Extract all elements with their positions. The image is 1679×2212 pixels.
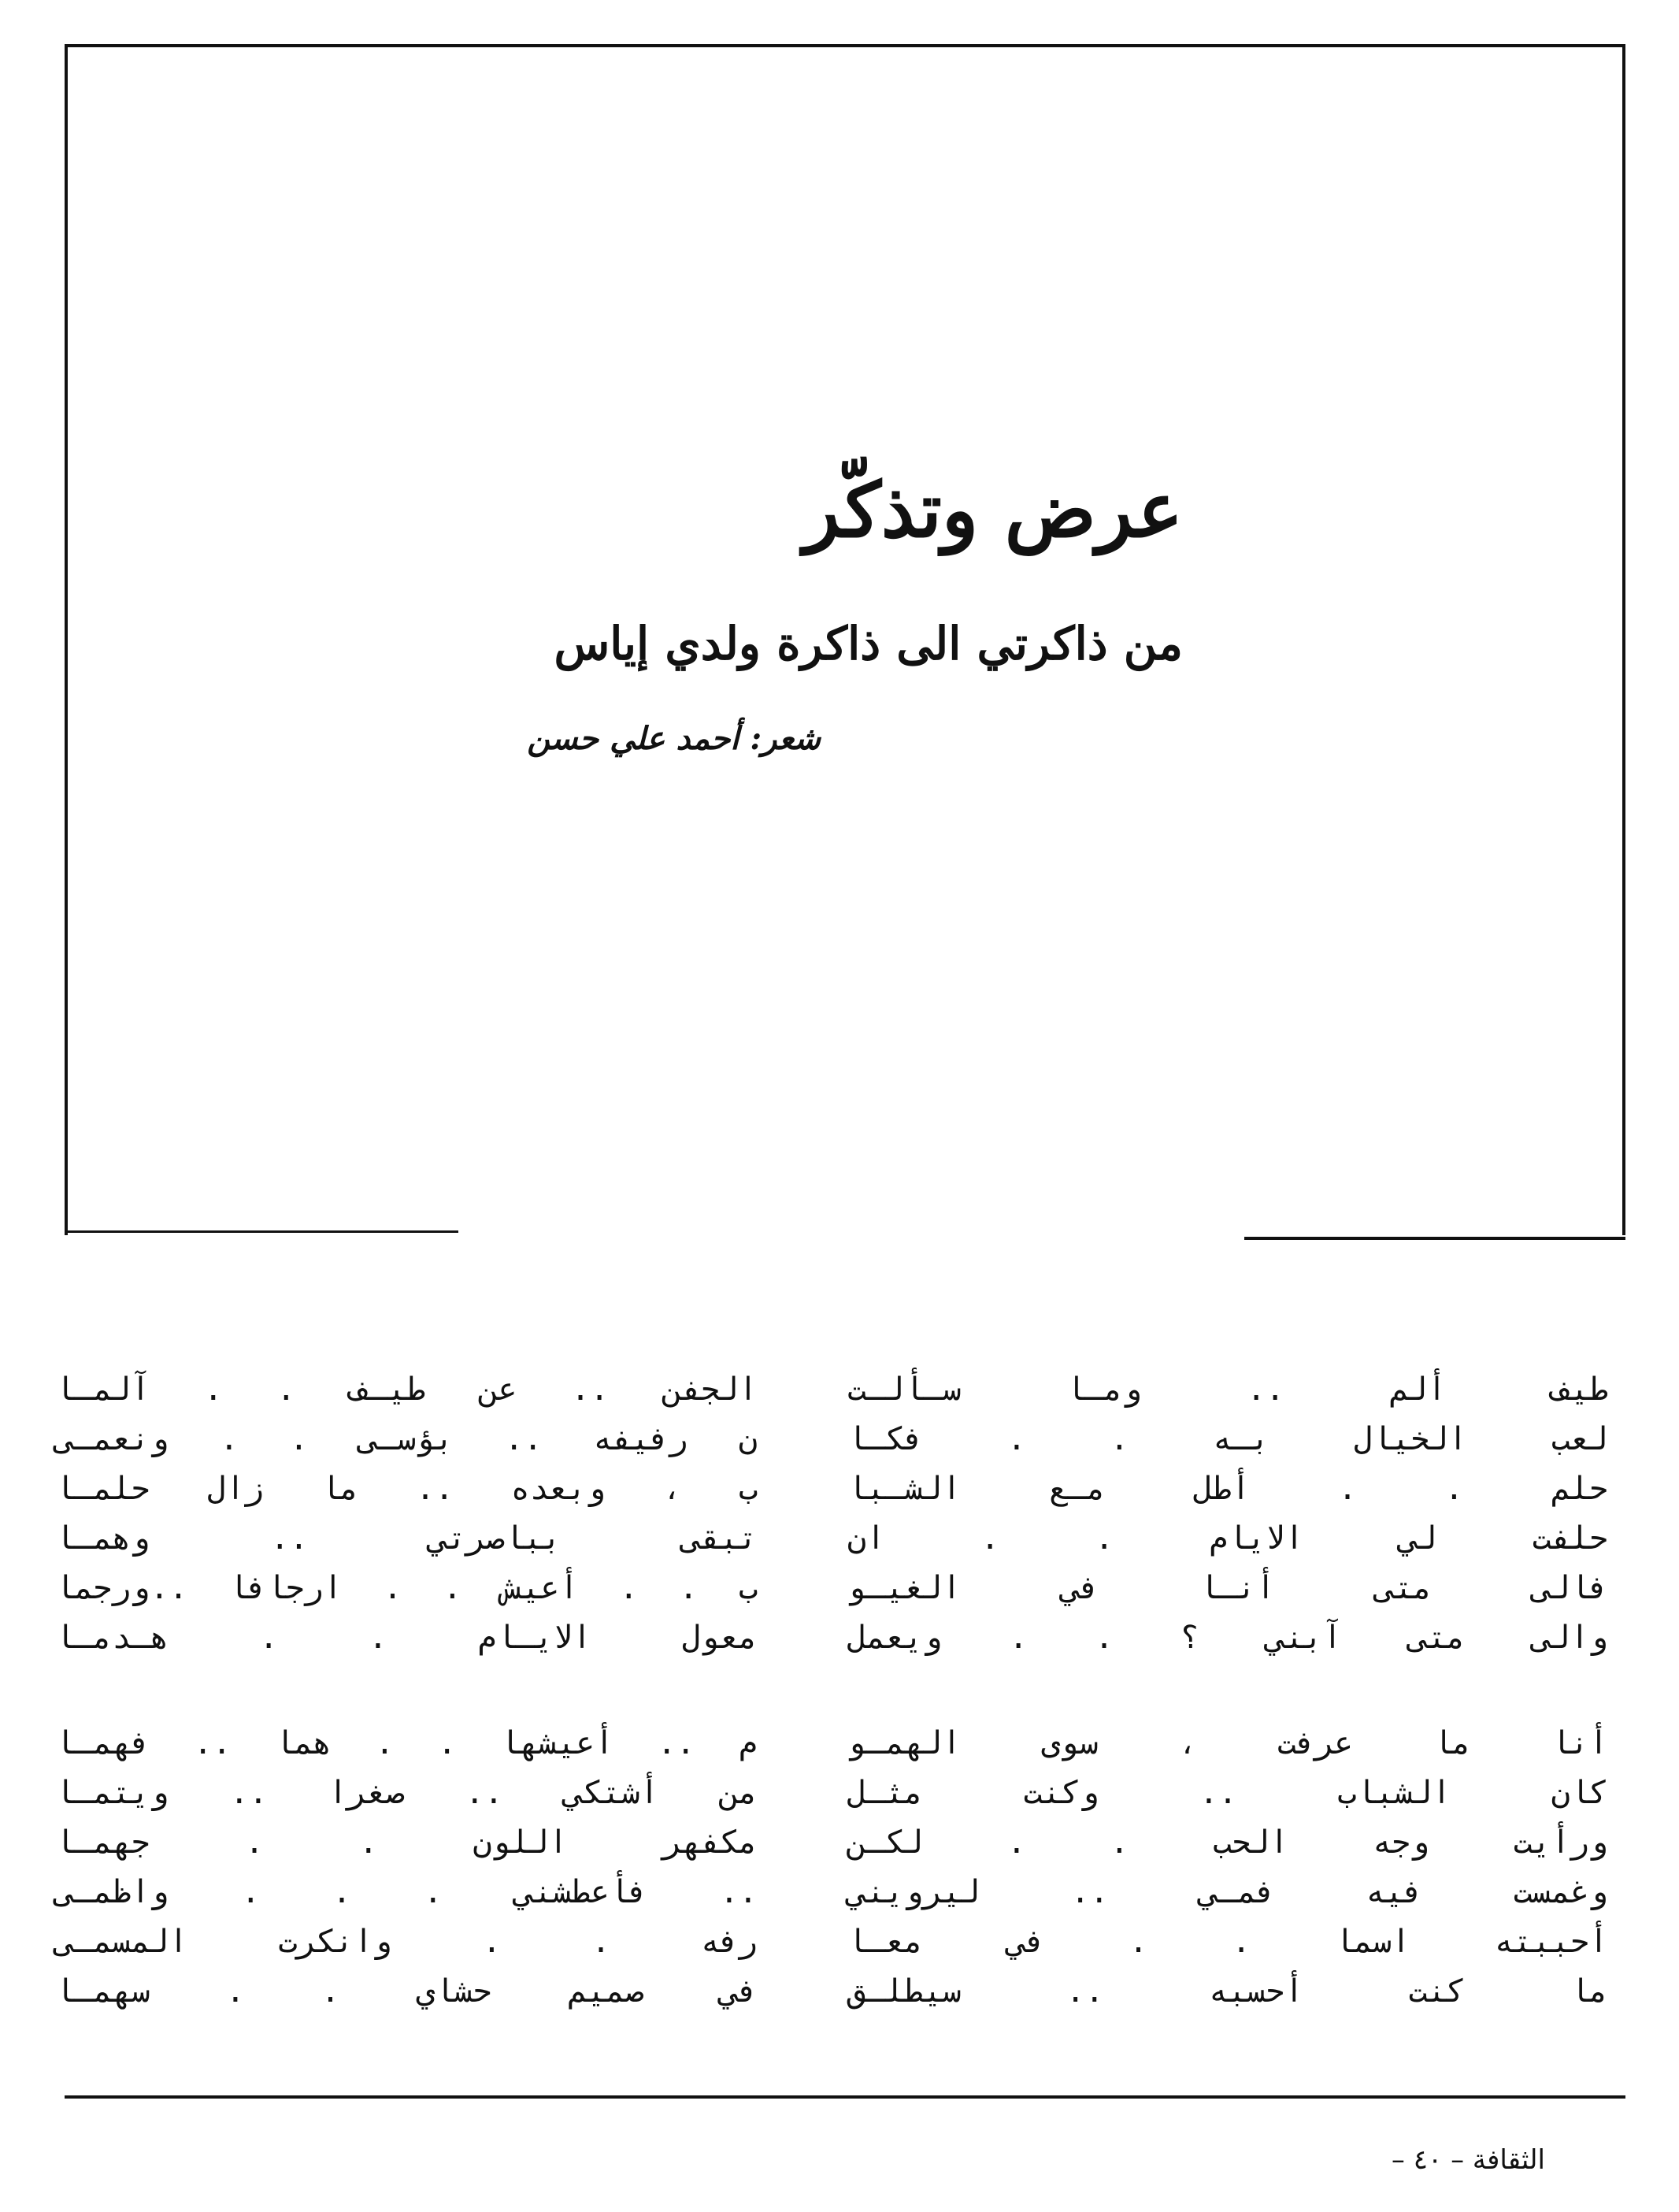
verse-line: ب ، وبعده .. ما زال حلمـا: [55, 1471, 758, 1507]
verse-line: في صميم حشاي . . سهمـا: [55, 1973, 758, 2010]
verse-line: والى متى آبني ؟ . . ويعمل: [847, 1620, 1608, 1656]
verse-line: وغمست فيه فمـي .. ليرويني: [847, 1874, 1608, 1910]
verse-line: الجفن .. عن طيـف . . آلمـا: [55, 1371, 758, 1408]
verse-line: م .. أعيشها . . هما .. فهمـا: [55, 1725, 758, 1761]
verse-line: معول الايـام . . هـدمـا: [55, 1620, 758, 1656]
poem-author: شعر: أحمد علي حسن: [527, 720, 821, 757]
verse-line: .. فأعطشني . . . واظمـى: [55, 1874, 758, 1910]
frame-bottom-rule-left: [65, 1230, 458, 1233]
stanza-1-right-column: [847, 1365, 1608, 1663]
stanza-2-right-column: [847, 1719, 1608, 2017]
verse-line: طيف ألم .. ومـا سـألـت: [847, 1371, 1608, 1408]
poem-subtitle: من ذاكرتي الى ذاكرة ولدي إياس: [554, 617, 1183, 670]
page-footer: الثقافة – ٤٠ –: [1391, 2144, 1545, 2176]
verse-line: أنا ما عرفت ، سوى الهمـو: [847, 1725, 1608, 1761]
verse-line: ن رفيفه .. بؤسـى . . ونعمـى: [55, 1421, 758, 1457]
verse-line: حلفت لي الايام . . ان: [847, 1520, 1608, 1557]
stanza-1-left-column: [55, 1365, 758, 1663]
verse-line: فالى متى أنـا في الغيـو: [847, 1570, 1608, 1606]
frame-bottom-rule-right: [1244, 1237, 1625, 1240]
verse-line: ما كنت أحسبه .. سيطلـق: [847, 1973, 1608, 2010]
verse-line: مكفهر اللون . . جهمـا: [55, 1824, 758, 1861]
verse-line: ب . . أعيش . . ارجافا ..ورجما: [55, 1570, 758, 1606]
verse-line: تبقى بباصرتي .. وهمـا: [55, 1520, 758, 1557]
stanza-2-left-column: [55, 1719, 758, 2017]
verse-line: من أشتكي .. صغرا .. ويتمـا: [55, 1775, 758, 1811]
verse-line: حلم . . أطل مـع الشـبا: [847, 1471, 1608, 1507]
verse-line: رفه . . وانكرت المسمـى: [55, 1924, 758, 1960]
verse-line: أحببته اسما . . في معـا: [847, 1924, 1608, 1960]
verse-line: كان الشباب .. وكنت مثـل: [847, 1775, 1608, 1811]
poem-title: عرض وتذكّر: [803, 466, 1183, 555]
footer-rule: [65, 2095, 1625, 2099]
verse-line: ورأيت وجه الحب . . لكـن: [847, 1824, 1608, 1861]
verse-line: لعب الخيال بـه . . فكـا: [847, 1421, 1608, 1457]
